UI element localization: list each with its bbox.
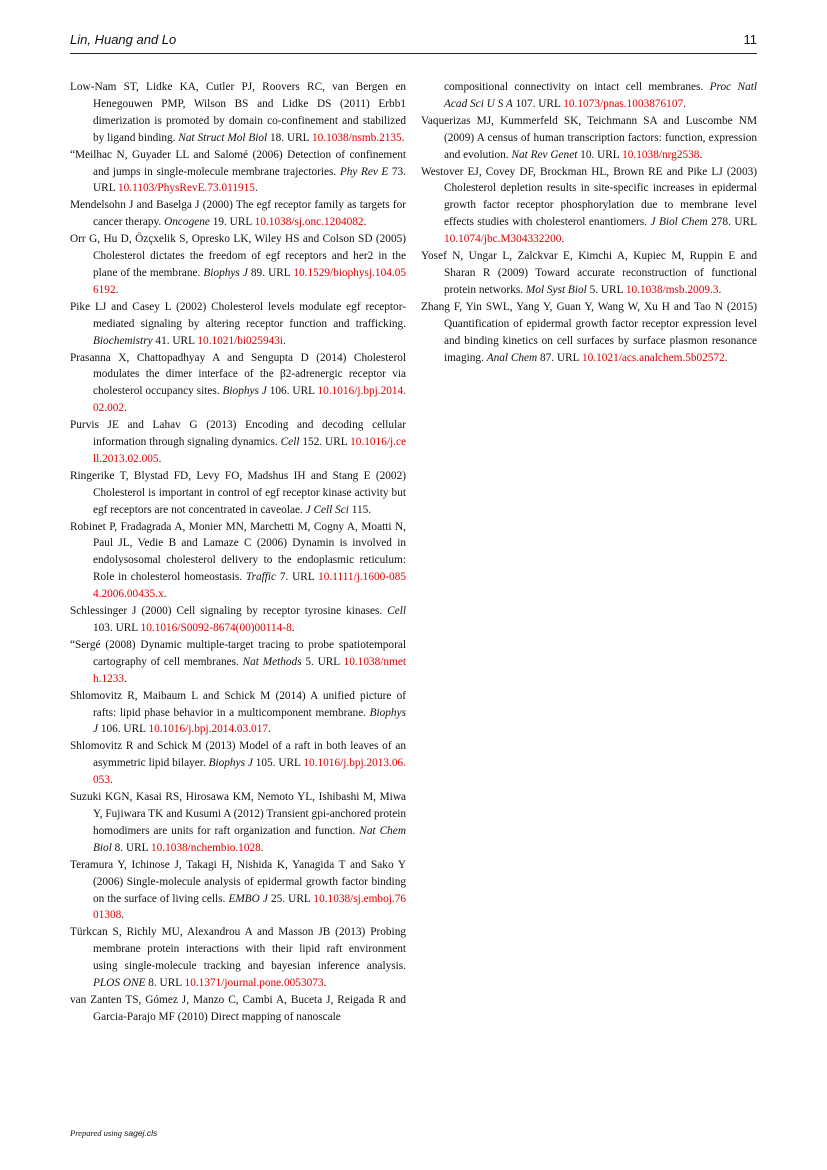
reference-text: Yosef N, Ungar L, Zalckvar E, Kimchi A, Kupiec M, Ruppin E and Sharan R (2009) Toward accurate reconstruction of functional protein networks.: [421, 250, 757, 296]
reference-volume: 152. URL: [299, 436, 351, 449]
reference-volume: 73. URL: [93, 165, 406, 195]
reference-entry: [421, 164, 757, 249]
reference-journal: Cell: [387, 605, 406, 618]
reference-text: Orr G, Hu D, Özçxelik S, Opresko LK, Wiley HS and Colson SD (2005) Cholesterol dictates the freedom of egf receptors and her2 in the plane of the membrane.: [70, 233, 406, 279]
reference-entry: [70, 147, 406, 198]
running-header: [70, 32, 757, 52]
reference-doi-link[interactable]: 10.1038/nsmb.2135: [311, 131, 402, 144]
reference-journal: Traffic: [245, 571, 277, 584]
reference-entry: [70, 992, 406, 1026]
reference-journal: Biochemistry: [93, 334, 153, 347]
reference-journal: EMBO J: [228, 892, 268, 905]
reference-entry: [70, 79, 406, 147]
reference-journal: Biophys J: [222, 385, 267, 398]
reference-text: Westover EJ, Covey DF, Brockman HL, Brown RE and Pike LJ (2003) Cholesterol depletion results in site-specific increases in epidermal growth factor receptor phosphorylation due to membrane level effects studies with cholesterol enantiomers.: [421, 165, 757, 229]
reference-journal: J Biol Chem: [650, 216, 708, 229]
reference-volume: 25. URL: [267, 892, 314, 905]
reference-volume: 89. URL: [247, 266, 294, 279]
footer: [70, 1128, 157, 1138]
reference-end: .: [124, 672, 127, 685]
reference-entry: [70, 350, 406, 418]
reference-text: Shlomovitz R and Schick M (2013) Model of a raft in both leaves of an asymmetric lipid bilayer.: [70, 740, 406, 770]
reference-text: Prasanna X, Chattopadhyay A and Sengupta D (2014) Cholesterol modulates the dimer interface of the β2-adrenergic receptor via cholesterol occupancy sites.: [70, 351, 406, 398]
reference-journal: Nat Methods: [242, 655, 302, 668]
reference-text: Low-Nam ST, Lidke KA, Cutler PJ, Roovers RC, van Bergen en Henegouwen PMP, Wilson BS and Lidke DS (2011) Erbb1 dimerization is promoted by domain co-confinement and stabilized by ligand binding.: [70, 81, 406, 144]
reference-volume: 106. URL: [266, 385, 318, 398]
footer-prefix: Prepared using: [70, 1128, 125, 1138]
reference-doi-link[interactable]: 10.1073/pnas.1003876107: [563, 97, 684, 110]
reference-doi-link[interactable]: 10.1016/j.bpj.2014.02.002: [93, 385, 406, 415]
reference-journal: J Cell Sci: [305, 503, 349, 516]
reference-end: .: [724, 351, 728, 364]
reference-text: Teramura Y, Ichinose J, Takagi H, Nishida K, Yanagida T and Sako Y (2006) Single-molecule analysis of epidermal growth factor binding on the surface of living cells.: [70, 858, 406, 905]
reference-text: Purvis JE and Lahav G (2013) Encoding and decoding cellular information through signaling dynamics.: [70, 419, 406, 449]
header-rule: [70, 53, 757, 54]
reference-doi-link[interactable]: 10.1038/nchembio.1028: [150, 841, 261, 854]
reference-entry: [70, 299, 406, 350]
reference-entry: [70, 924, 406, 992]
page-number: 11: [743, 32, 757, 47]
reference-journal: Nat Rev Genet: [511, 148, 578, 161]
reference-volume: 105. URL: [252, 757, 304, 770]
reference-end: .: [260, 841, 264, 854]
reference-end: .: [109, 774, 113, 787]
reference-end: .: [291, 622, 295, 634]
reference-doi-link[interactable]: 10.1371/journal.pone.0053073: [184, 977, 324, 990]
reference-entry: [421, 248, 757, 299]
reference-journal: Mol Syst Biol: [525, 283, 587, 296]
reference-doi-link[interactable]: 10.1111/j.1600-0854.2006.00435.x: [93, 571, 406, 601]
reference-entry: [70, 857, 406, 925]
reference-journal: Biophys J: [93, 706, 406, 736]
references-left-column: [70, 79, 406, 1026]
reference-text: Robinet P, Fradagrada A, Monier MN, Marchetti M, Cogny A, Moatti N, Paul JL, Vedie B and Lamaze C (2006) Dynamin is involved in endolysosomal cholesterol delivery to the endoplasmic reticulum: Role in cholesterol homeostasis.: [70, 520, 406, 584]
reference-volume: 278. URL: [707, 216, 757, 229]
reference-doi-link[interactable]: 10.1529/biophysj.104.056192: [93, 266, 406, 296]
footer-class-file: sagej.cls: [124, 1128, 158, 1138]
reference-entry: [70, 519, 406, 604]
reference-doi-link[interactable]: 10.1038/nmeth.1233: [93, 655, 406, 685]
reference-volume: 18. URL: [267, 131, 312, 144]
reference-entry: [421, 113, 757, 164]
reference-volume: 115.: [348, 503, 372, 516]
reference-text: “Sergé (2008) Dynamic multiple-target tracing to probe spatiotemporal cartography of cell membranes.: [70, 638, 406, 668]
reference-journal: Phy Rev E: [339, 165, 389, 178]
reference-text: Schlessinger J (2000) Cell signaling by receptor tyrosine kinases.: [70, 605, 388, 618]
reference-text: “Meilhac N, Guyader LL and Salomé (2006) Detection of confinement and jumps in single-molecule membrane trajectories.: [70, 148, 406, 178]
reference-end: .: [699, 148, 703, 161]
reference-end: .: [561, 233, 565, 246]
reference-journal: PLOS ONE: [93, 977, 146, 990]
reference-entry: [70, 637, 406, 688]
reference-journal: Nat Struct Mol Biol: [178, 131, 268, 144]
reference-journal: Proc Natl Acad Sci U S A: [444, 81, 757, 110]
reference-entry: [70, 738, 406, 789]
reference-journal: Nat Chem Biol: [93, 824, 406, 854]
reference-end: .: [115, 283, 119, 296]
reference-doi-link[interactable]: 10.1016/j.bpj.2014.03.017: [148, 723, 268, 736]
reference-volume: 8. URL: [145, 977, 185, 990]
reference-end: .: [163, 588, 167, 601]
reference-journal: Biophys J: [203, 266, 248, 279]
reference-volume: 107. URL: [512, 97, 564, 110]
reference-journal: Cell: [280, 436, 300, 449]
reference-doi-link[interactable]: 10.1074/jbc.M304332200: [444, 233, 562, 246]
reference-entry: [421, 299, 757, 367]
reference-journal: Biophys J: [208, 757, 253, 770]
reference-volume: 8. URL: [111, 841, 151, 854]
reference-entry: [421, 79, 757, 113]
running-head-authors: Lin, Huang and Lo: [70, 32, 177, 47]
reference-end: .: [158, 452, 162, 465]
reference-doi-link[interactable]: 10.1038/sj.onc.1204082: [254, 216, 364, 229]
reference-volume: 41. URL: [152, 334, 198, 347]
references-right-column: [421, 79, 757, 366]
reference-volume: 87. URL: [537, 351, 582, 364]
reference-end: .: [268, 723, 271, 736]
reference-end: .: [401, 131, 405, 144]
reference-end: .: [683, 97, 686, 110]
reference-end: .: [323, 977, 327, 990]
reference-end: .: [254, 182, 258, 195]
reference-doi-link[interactable]: 10.1038/msb.2009.3: [625, 283, 719, 296]
reference-text: Zhang F, Yin SWL, Yang Y, Guan Y, Wang W, Xu H and Tao N (2015) Quantification of epidermal growth factor receptor expression level and binding kinetics on cell surfaces by surface plasmon resonance imaging.: [421, 300, 757, 364]
reference-end: .: [121, 909, 125, 922]
reference-text: Mendelsohn J and Baselga J (2000) The egf receptor family as targets for cancer therapy.: [70, 199, 406, 229]
reference-end: .: [283, 334, 286, 347]
reference-journal: Anal Chem: [486, 351, 538, 364]
reference-entry: [70, 468, 406, 519]
reference-doi-link[interactable]: 10.1021/bi025943i: [197, 334, 284, 347]
reference-text: Shlomovitz R, Maibaum L and Schick M (2014) A unified picture of rafts: lipid phase behavior in a multicomponent membrane.: [70, 689, 406, 719]
reference-journal: Oncogene: [164, 216, 210, 229]
reference-entry: [70, 231, 406, 299]
reference-doi-link[interactable]: 10.1021/acs.analchem.5b02572: [582, 351, 725, 364]
reference-doi-link[interactable]: 10.1016/j.cell.2013.02.005: [93, 436, 406, 465]
reference-entry: [70, 688, 406, 739]
reference-text: Suzuki KGN, Kasai RS, Hirosawa KM, Nemoto YL, Ishibashi M, Miwa Y, Fujiwara TK and Kusumi A (2012) Transient gpi-anchored protein homodimers are units for raft organization and function.: [70, 791, 406, 837]
reference-doi-link[interactable]: 10.1016/j.bpj.2013.06.053: [93, 757, 407, 787]
reference-volume: 7. URL: [276, 571, 319, 584]
reference-doi-link[interactable]: 10.1038/sj.emboj.7601308: [93, 892, 406, 922]
reference-end: .: [363, 216, 367, 229]
reference-volume: 19. URL: [209, 216, 255, 229]
reference-volume: 106. URL: [98, 723, 149, 736]
reference-entry: [70, 603, 406, 637]
reference-doi-link[interactable]: 10.1016/S0092-8674(00)00114-8: [140, 622, 292, 634]
reference-text: van Zanten TS, Gómez J, Manzo C, Cambi A, Buceta J, Reigada R and Garcia-Parajo MF (2010) Direct mapping of nanoscale: [70, 993, 406, 1023]
reference-text: Vaquerizas MJ, Kummerfeld SK, Teichmann SA and Luscombe NM (2009) A census of human transcription factors: function, expression and evolution.: [421, 114, 757, 161]
reference-end: .: [124, 402, 127, 415]
reference-text: Ringerike T, Blystad FD, Levy FO, Madshus IH and Stang E (2002) Cholesterol is important in control of egf receptor kinase activity but egf receptors are not concentrated in caveolae.: [70, 469, 406, 516]
reference-entry: [70, 417, 406, 468]
reference-volume: 10. URL: [577, 148, 623, 161]
reference-doi-link[interactable]: 10.1103/PhysRevE.73.011915: [118, 182, 255, 195]
reference-volume: 5. URL: [301, 655, 344, 668]
reference-text: Türkcan S, Richly MU, Alexandrou A and Masson JB (2013) Probing membrane protein interactions with their lipid raft environment using single-molecule tracking and bayesian inference analysis.: [70, 926, 406, 973]
reference-volume: 103. URL: [93, 622, 141, 634]
reference-doi-link[interactable]: 10.1038/nrg2538: [622, 148, 700, 161]
reference-volume: 5. URL: [586, 283, 626, 296]
reference-entry: [70, 789, 406, 857]
reference-end: .: [718, 283, 722, 296]
reference-text: compositional connectivity on intact cell membranes.: [444, 81, 710, 93]
reference-text: Pike LJ and Casey L (2002) Cholesterol levels modulate egf receptor-mediated signaling by altering receptor function and trafficking.: [70, 300, 406, 330]
reference-entry: [70, 197, 406, 231]
